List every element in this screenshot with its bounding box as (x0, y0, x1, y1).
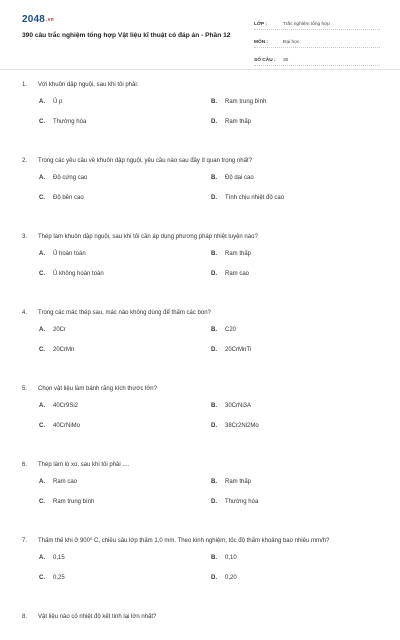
option-a[interactable] (39, 99, 211, 108)
option-b[interactable] (211, 327, 383, 336)
option-text: 0,15 (53, 555, 65, 561)
option-d[interactable] (211, 499, 383, 508)
option-b[interactable] (211, 403, 383, 412)
option-letter: D. (211, 423, 217, 429)
option-text: Ram cao (53, 479, 78, 485)
option-text: Ram thấp (225, 479, 252, 485)
question (22, 537, 392, 595)
question (22, 309, 392, 367)
option-text: Ủ p (53, 99, 63, 105)
option-b[interactable] (211, 251, 383, 260)
option-a[interactable] (39, 327, 211, 336)
option-letter: C. (39, 347, 45, 353)
question-text: Trong các yêu cầu về khuôn dập nguội, yêu cầu nào sau đây ít quan trọng nhất? (38, 158, 252, 164)
option-letter: B. (211, 555, 217, 561)
option-letter: D. (211, 499, 217, 505)
question-text: Với khuôn dập nguội, sau khi tôi phải: (38, 82, 139, 88)
question-number: 8. (22, 614, 28, 620)
options (39, 251, 392, 291)
option-text: 0,10 (225, 555, 237, 561)
question-text: Thép làm lò xo, sau khi tôi phải .... (38, 462, 130, 468)
option-text: Thường hóa (225, 499, 259, 505)
option-text: 0,20 (225, 575, 237, 581)
option-letter: B. (211, 403, 217, 409)
option-d[interactable] (211, 423, 383, 432)
option-text: Độ cứng cao (53, 175, 88, 181)
question-number: 2. (22, 158, 28, 164)
option-c[interactable] (39, 499, 211, 508)
option-letter: C. (39, 423, 45, 429)
options (39, 403, 392, 443)
question-number: 3. (22, 234, 28, 240)
question (22, 157, 392, 215)
meta-label: LỚP : (254, 22, 268, 27)
option-d[interactable] (211, 195, 383, 204)
meta-label: SỐ CÂU : (254, 58, 276, 63)
meta-value: Đại học (283, 40, 300, 45)
meta-value: Trắc nghiệm tổng hợp (283, 22, 330, 27)
meta-row-subject (254, 31, 380, 48)
option-letter: D. (211, 347, 217, 353)
question-number: 4. (22, 310, 28, 316)
option-a[interactable] (39, 403, 211, 412)
question (22, 613, 392, 622)
option-text: Ram cao (225, 271, 250, 277)
option-text: 40Cr9Si2 (53, 403, 79, 409)
option-letter: A. (39, 327, 45, 333)
option-d[interactable] (211, 575, 383, 584)
option-d[interactable] (211, 347, 383, 356)
question (22, 81, 392, 139)
option-c[interactable] (39, 195, 211, 204)
option-letter: C. (39, 499, 45, 505)
option-letter: D. (211, 575, 217, 581)
question-text: Vật liệu nào có nhiệt độ kết tinh lại lớn nhất? (38, 614, 157, 620)
meta-row-class (254, 13, 380, 30)
option-a[interactable] (39, 175, 211, 184)
option-text: 20CrMn (53, 347, 75, 353)
meta-label: MÔN : (254, 40, 269, 45)
option-text: Ram trung bình (53, 499, 95, 505)
option-text: Tính chịu nhiệt độ cao (225, 195, 285, 201)
option-text: 40CrNiMo (53, 423, 81, 429)
option-a[interactable] (39, 251, 211, 260)
option-b[interactable] (211, 479, 383, 488)
option-a[interactable] (39, 479, 211, 488)
option-text: Độ dai cao (225, 175, 254, 181)
option-letter: A. (39, 99, 45, 105)
meta-value: 30 (283, 58, 289, 63)
option-letter: C. (39, 271, 45, 277)
question-number: 5. (22, 386, 28, 392)
option-b[interactable] (211, 555, 383, 564)
option-letter: A. (39, 555, 45, 561)
option-d[interactable] (211, 271, 383, 280)
options (39, 479, 392, 519)
option-letter: B. (211, 479, 217, 485)
option-letter: B. (211, 99, 217, 105)
options (39, 555, 392, 595)
document-title: 390 câu trắc nghiệm tổng hợp Vật liệu kĩ thuật có đáp án - Phần 12 (22, 32, 231, 39)
option-text: Ram thấp (225, 119, 252, 125)
option-text: 20CrMnTi (225, 347, 252, 353)
option-letter: B. (211, 327, 217, 333)
option-text: Ram trung bình (225, 99, 267, 105)
meta-info (254, 13, 380, 67)
question-text: Thép làm khuôn dập nguội, sau khi tôi cần áp dụng phương pháp nhiệt luyện nào? (38, 234, 258, 240)
option-letter: B. (211, 175, 217, 181)
option-text: Ủ hoàn toàn (53, 251, 86, 257)
option-c[interactable] (39, 119, 211, 128)
option-b[interactable] (211, 175, 383, 184)
logo-suffix: .vn (46, 17, 54, 23)
option-letter: C. (39, 119, 45, 125)
option-letter: C. (39, 575, 45, 581)
option-letter: D. (211, 195, 217, 201)
option-text: Thường hóa (53, 119, 87, 125)
options (39, 327, 392, 367)
option-letter: C. (39, 195, 45, 201)
option-letter: A. (39, 479, 45, 485)
option-letter: B. (211, 251, 217, 257)
question (22, 461, 392, 519)
option-letter: A. (39, 175, 45, 181)
option-text: 20Cr (53, 327, 67, 333)
option-a[interactable] (39, 555, 211, 564)
option-d[interactable] (211, 119, 383, 128)
options (39, 175, 392, 215)
option-b[interactable] (211, 99, 383, 108)
header (0, 0, 400, 62)
option-c[interactable] (39, 575, 211, 584)
option-text: 30CrNi3A (225, 403, 252, 409)
option-letter: D. (211, 271, 217, 277)
option-text: Độ bền cao (53, 195, 84, 201)
option-text: C20 (225, 327, 237, 333)
option-c[interactable] (39, 271, 211, 280)
option-c[interactable] (39, 347, 211, 356)
site-logo[interactable]: 2048.vn (22, 14, 54, 25)
option-text: 38Cr2Ni2Mo (225, 423, 259, 429)
option-letter: A. (39, 251, 45, 257)
header-divider (0, 69, 400, 70)
option-text: Ram thấp (225, 251, 252, 257)
question-number: 1. (22, 82, 28, 88)
options (39, 99, 392, 139)
question-text: Thấm thế khi ở 900⁰ C, chiều sâu lớp thấm 1,0 mm. Theo kinh nghiệm, tốc độ thấm khoảng bao nhiêu mm/h? (38, 538, 330, 544)
question-list (22, 81, 392, 640)
question-text: Trong các mác thép sau, mác nào không dùng để thấm các bon? (38, 310, 211, 316)
option-letter: D. (211, 119, 217, 125)
question-text: Chọn vật liệu làm bánh răng kích thước lớn? (38, 386, 157, 392)
option-text: 0,25 (53, 575, 65, 581)
option-text: Ủ không hoàn toàn (53, 271, 104, 277)
option-letter: A. (39, 403, 45, 409)
question (22, 385, 392, 443)
question-number: 6. (22, 462, 28, 468)
option-c[interactable] (39, 423, 211, 432)
question-number: 7. (22, 538, 28, 544)
question (22, 233, 392, 291)
meta-row-count (254, 49, 380, 66)
